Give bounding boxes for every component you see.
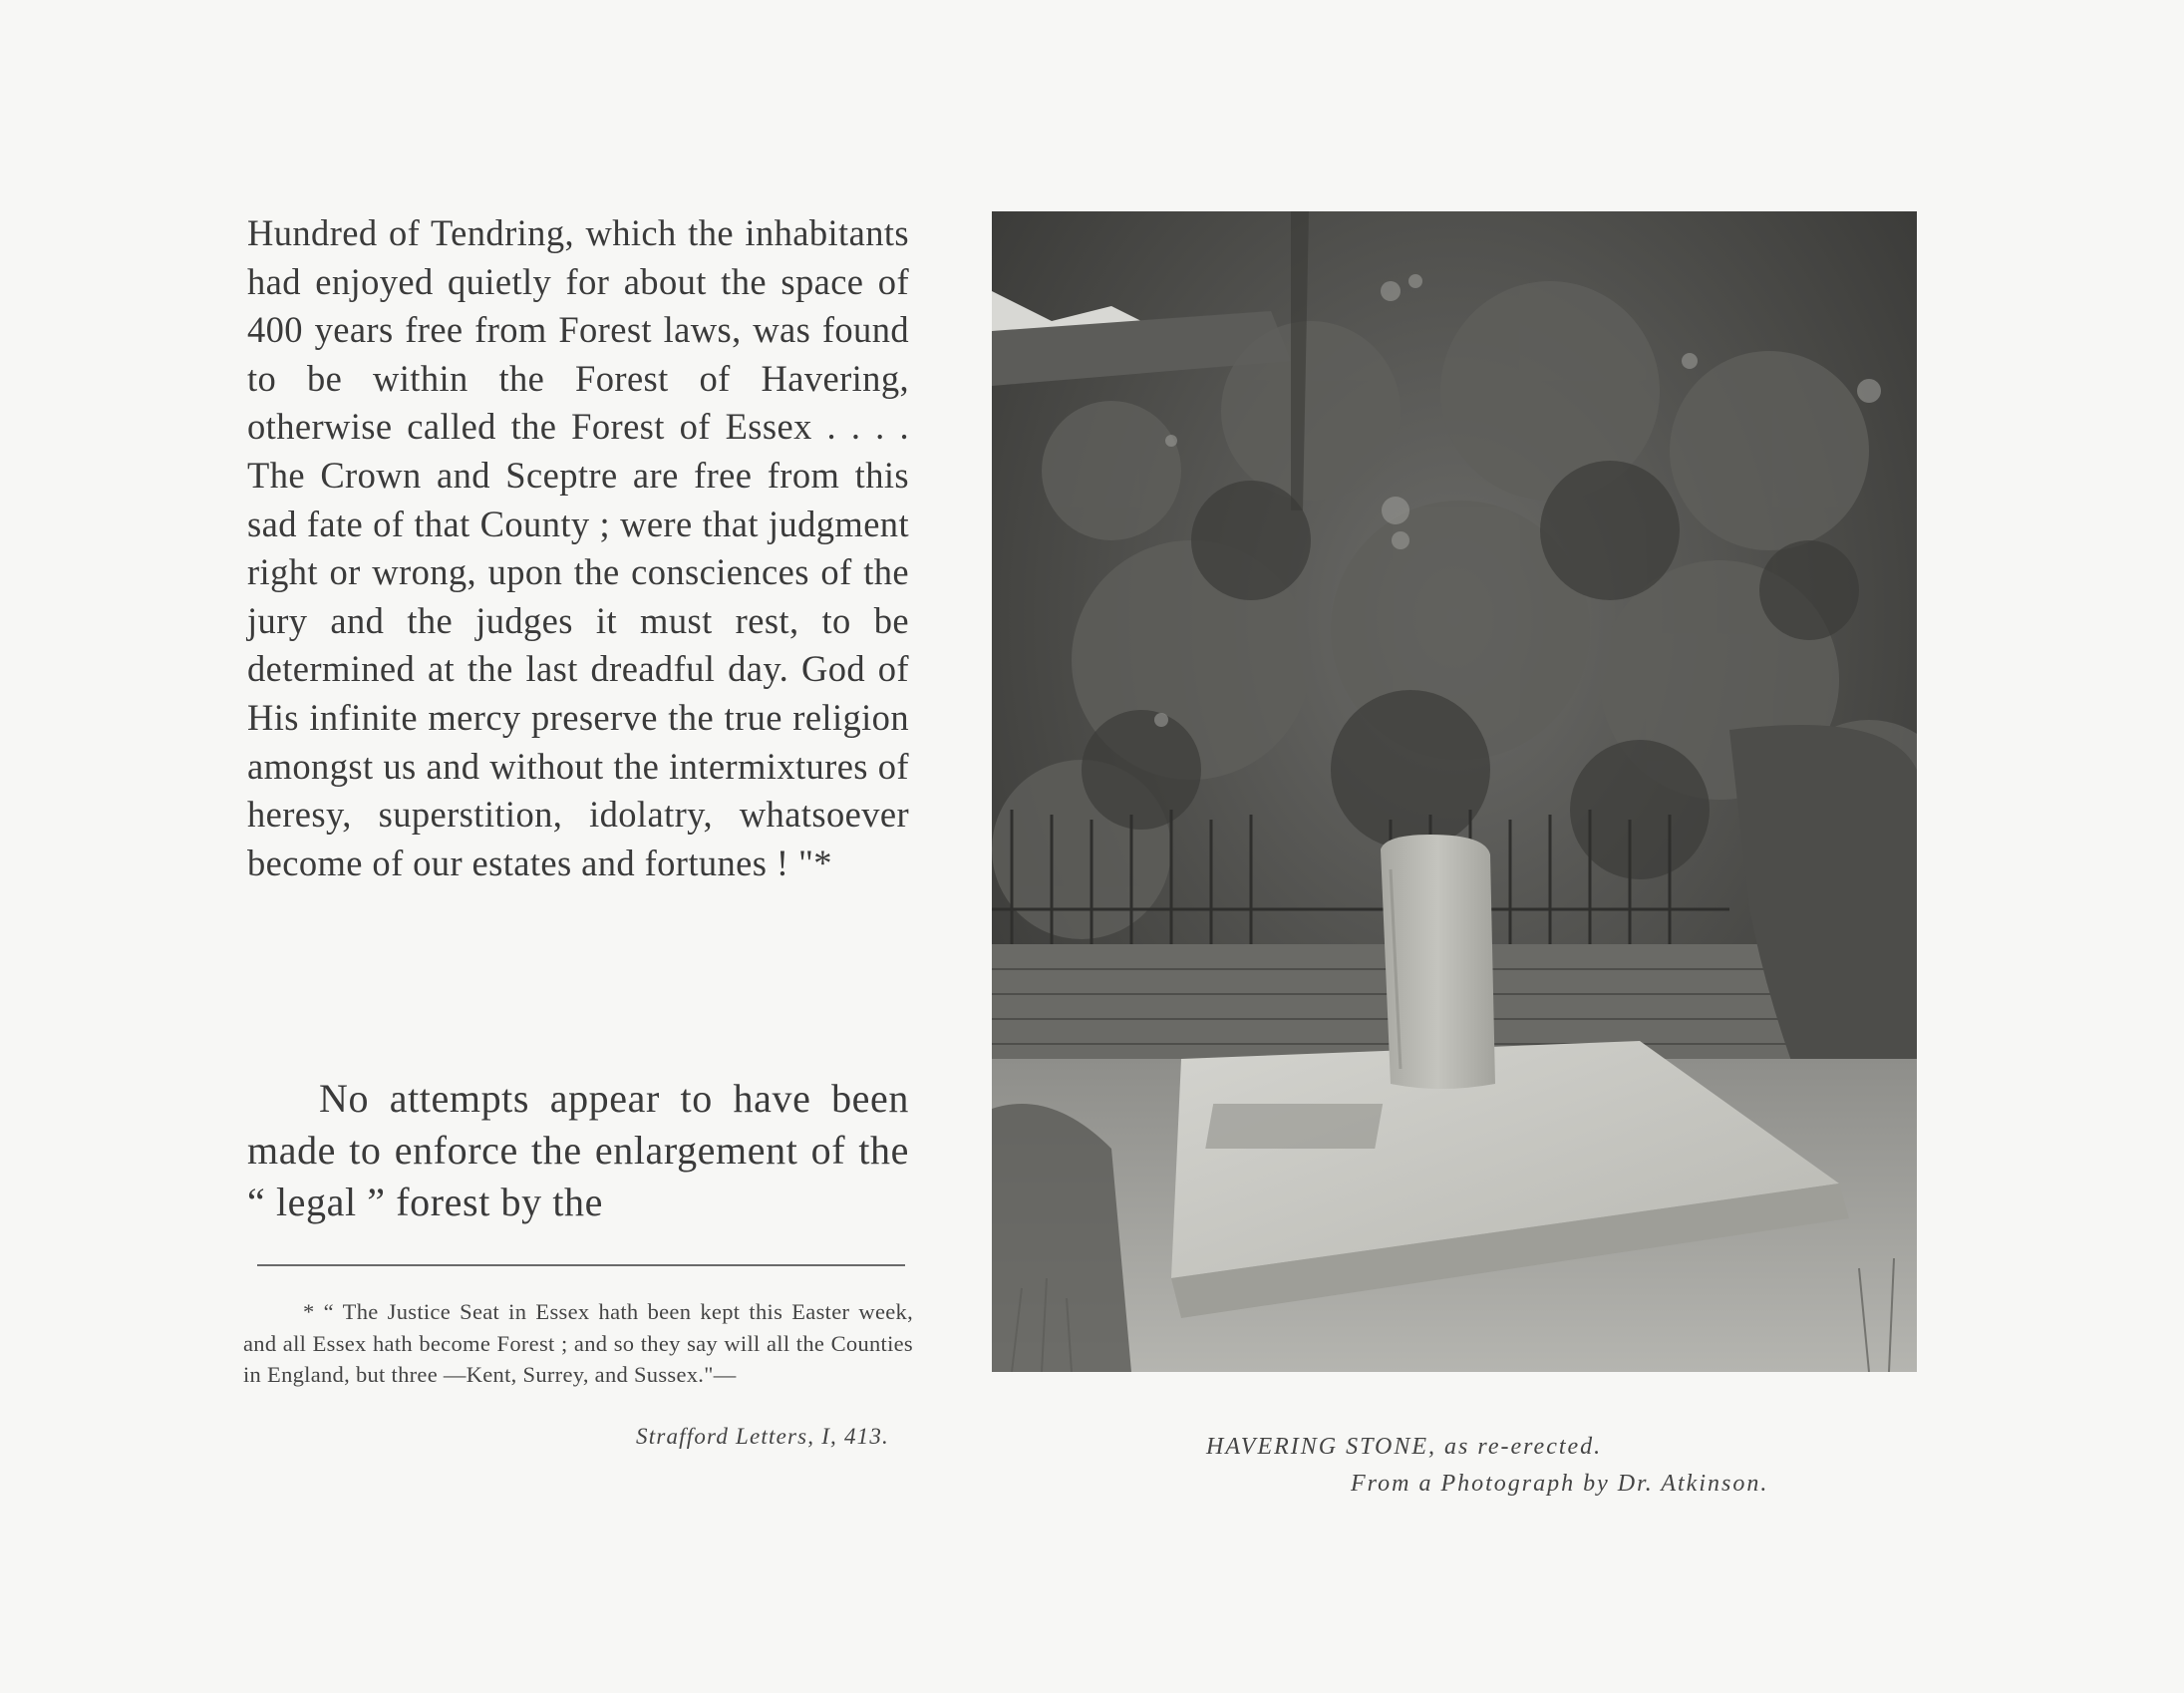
body-paragraph-2: No attempts appear to have been made to enforce the enlargement of the “ legal ” forest by the bbox=[247, 1076, 909, 1224]
photo-caption-title: HAVERING STONE, as re-erected. bbox=[1206, 1434, 1603, 1460]
footnote-divider bbox=[257, 1264, 905, 1266]
photo-caption-credit: From a Photograph by Dr. Atkinson. bbox=[1351, 1471, 1769, 1497]
havering-stone-photograph bbox=[992, 211, 1917, 1372]
footnote-text: * “ The Justice Seat in Essex hath been kept this Easter week, and all Essex hath become Forest ; and so they say will all the Counties in England, but three —Kent, Surrey, and Sussex."— bbox=[243, 1299, 913, 1387]
footnote-citation: Strafford Letters, I, 413. bbox=[636, 1424, 889, 1449]
body-paragraph-1 bbox=[247, 209, 909, 887]
paragraph-1-text: Hundred of Tendring, which the inhabitants had enjoyed quietly for about the space of 400 years free from Forest laws, was found to be within the Forest of Havering, otherwise called the Forest of Essex . . . . The Crown and Sceptre are free from this sad fate of that County ; were that judgment right or wrong, upon the consciences of the jury and the judges it must rest, to be determined at the last dreadful day. God of His infinite mercy preserve the true religion amongst us and without the intermixtures of heresy, superstition, idolatry, whatsoever become of our estates and fortunes ! "* bbox=[247, 212, 909, 883]
footnote bbox=[243, 1296, 913, 1391]
